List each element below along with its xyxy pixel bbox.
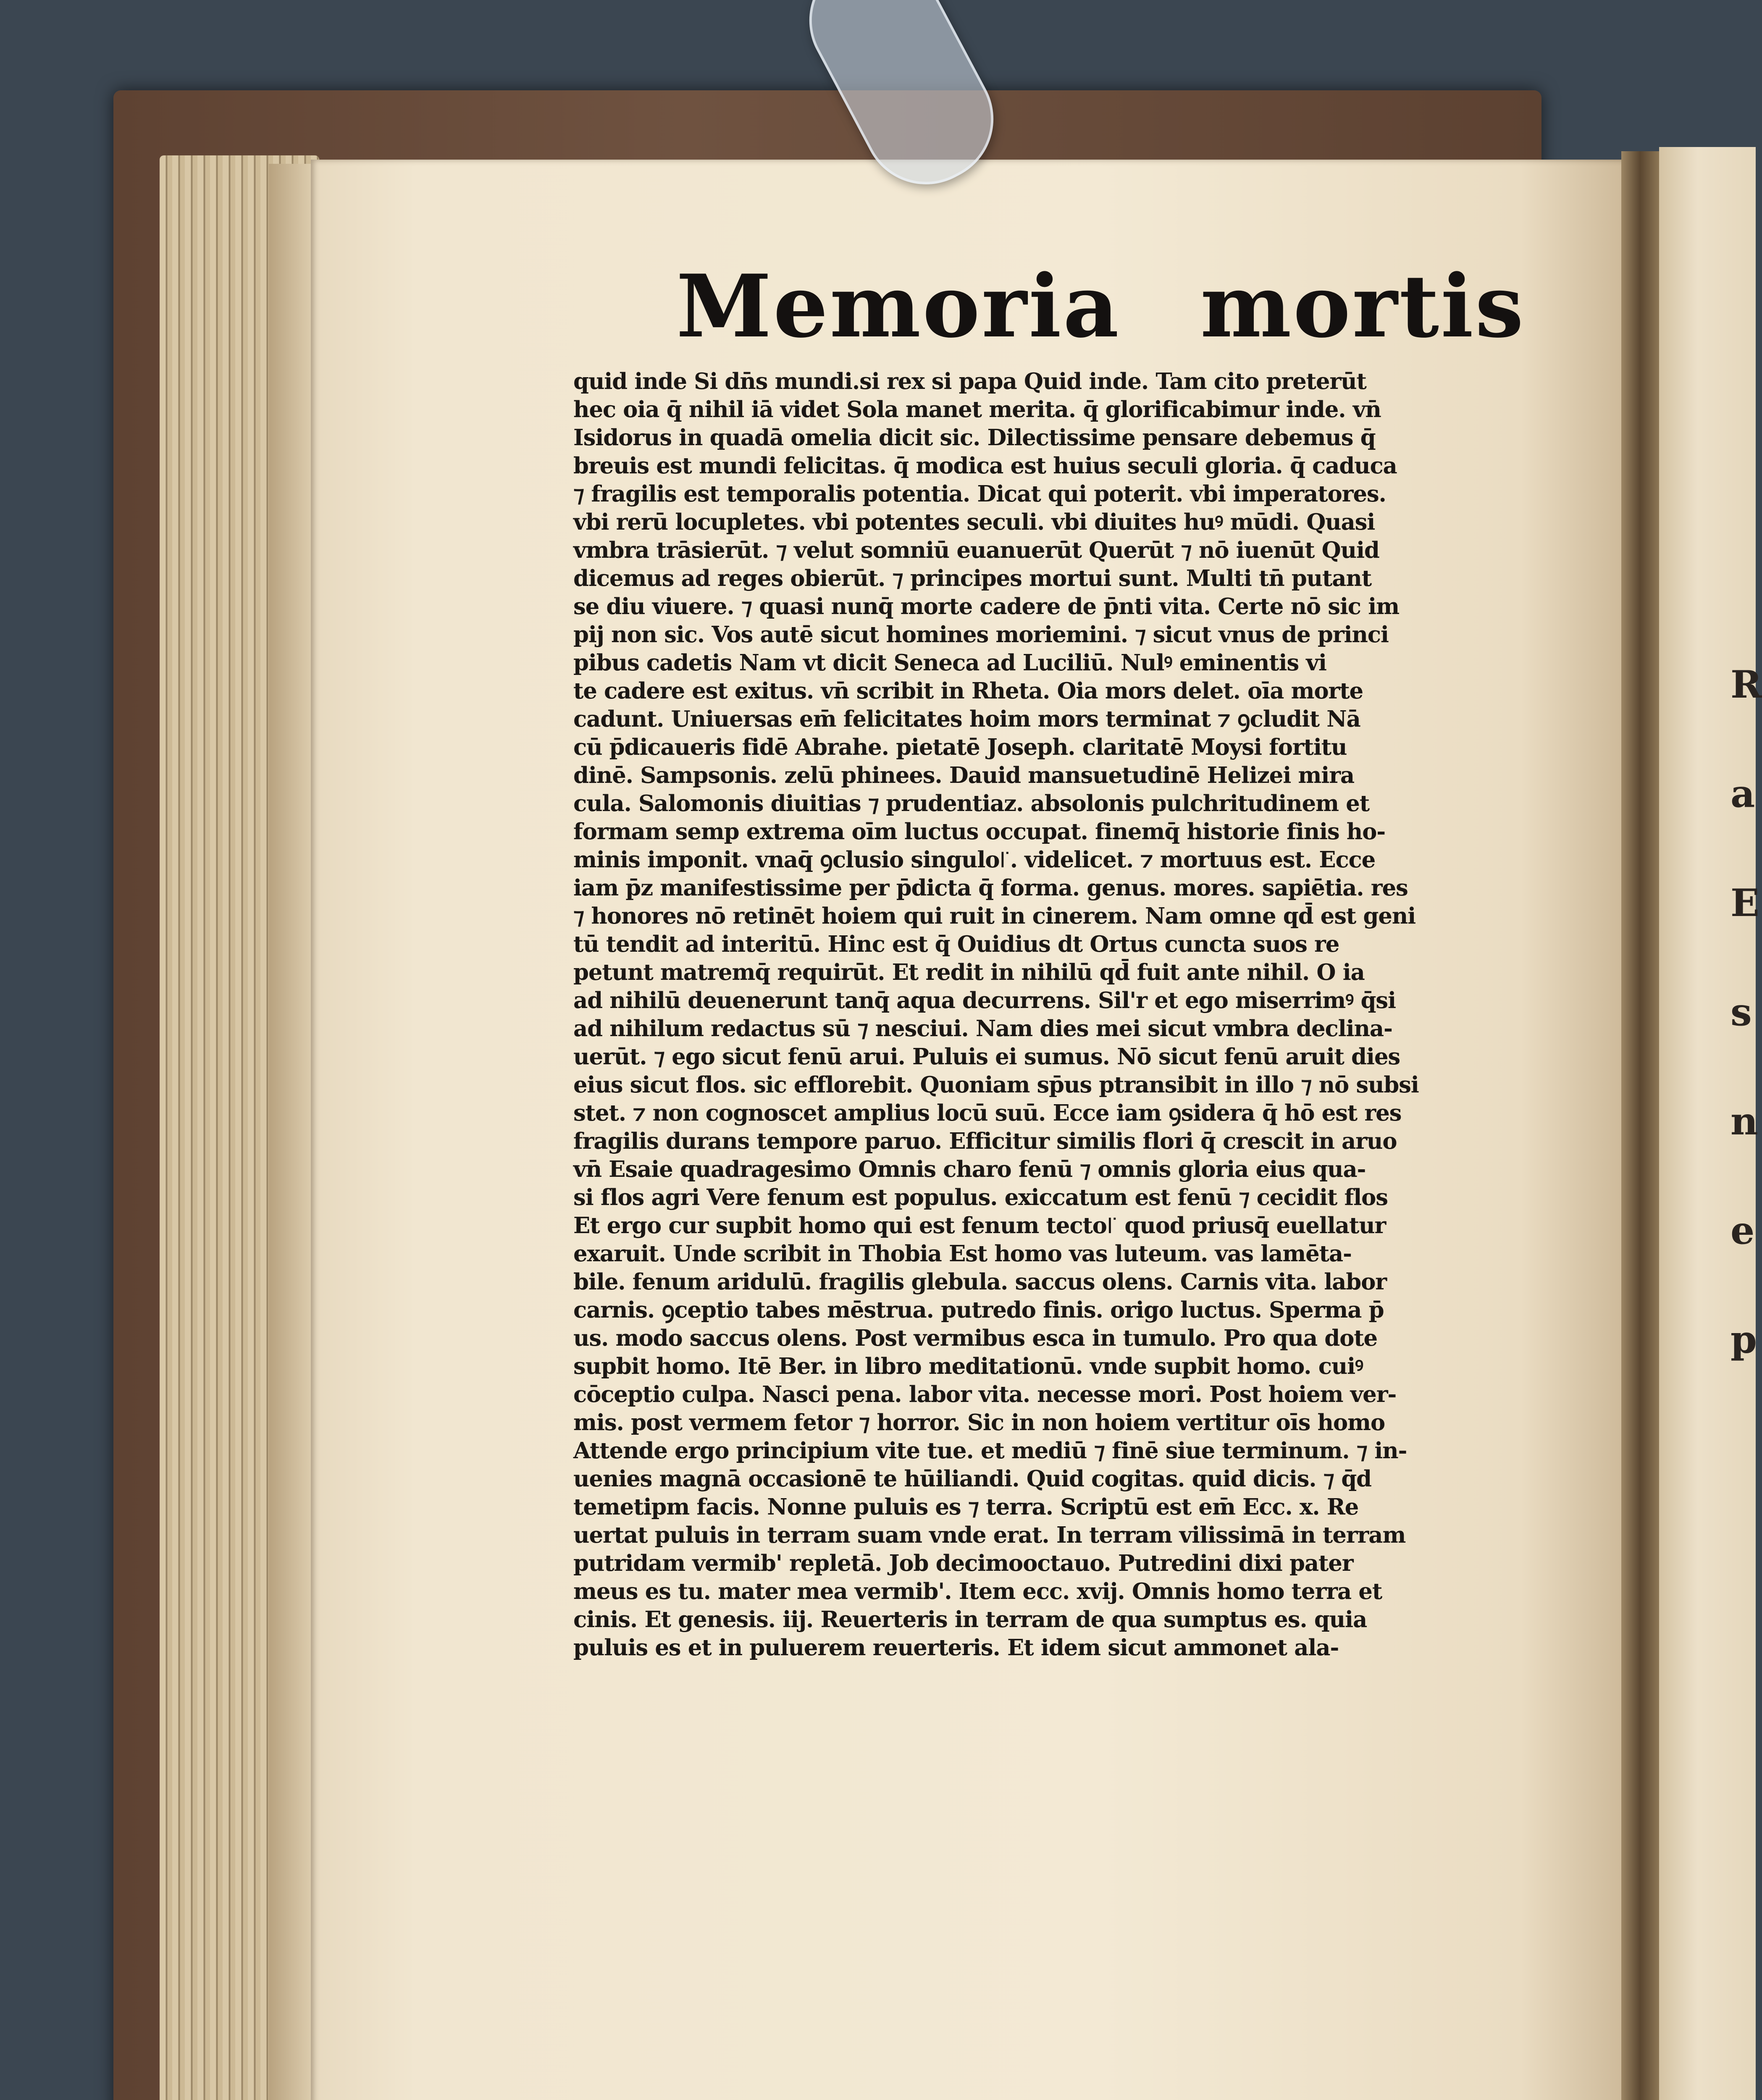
text-line: cinis. Et genesis. iij. Reuerteris in terram de qua sumptus es. quia	[573, 1606, 1367, 1633]
text-line: te cadere est exitus. vn̄ scribit in Rheta. Oia mors delet. oīa morte	[573, 678, 1363, 704]
text-line: Attende ergo principium vite tue. et mediū ⁊ finē siue terminum. ⁊ in-	[573, 1438, 1407, 1464]
text-line: Isidorus in quadā omelia dicit sic. Dilectissime pensare debemus q̄	[573, 425, 1376, 451]
text-line: cadunt. Uniuersas em̄ felicitates hoim mors terminat ⁊ ꝯcludit Nā	[573, 706, 1360, 732]
text-line: dicemus ad reges obierūt. ⁊ principes mortui sunt. Multi tn̄ putant	[573, 565, 1372, 591]
text-line: uertat puluis in terram suam vnde erat. In terram vilissimā in terram	[573, 1522, 1406, 1548]
text-line: temetipm facis. Nonne puluis es ⁊ terra. Scriptū est em̄ Ecc. x. Re	[573, 1494, 1359, 1520]
right-page-fragment: a	[1730, 772, 1755, 816]
right-page-fragment: E	[1730, 881, 1759, 925]
right-page-text-fragments	[1730, 630, 1762, 1722]
text-line: ⁊ fragilis est temporalis potentia. Dicat qui poterit. vbi imperatores.	[573, 481, 1386, 507]
text-line: puluis es et in puluerem reuerteris. Et idem sicut ammonet ala-	[573, 1635, 1339, 1661]
text-line: breuis est mundi felicitas. q̄ modica est huius seculi gloria. q̄ caduca	[573, 453, 1397, 479]
text-line: pij non sic. Vos autē sicut homines moriemini. ⁊ sicut vnus de princi	[573, 622, 1389, 648]
text-line: hec oia q̄ nihil iā videt Sola manet merita. q̄ glorificabimur inde. vn̄	[573, 396, 1381, 423]
text-line: ⁊ honores nō retinēt hoiem qui ruit in cinerem. Nam omne qd̄ est geni	[573, 903, 1416, 929]
text-line: iam p̄z manifestissime per p̄dicta q̄ forma. genus. mores. sapiētia. res	[573, 875, 1408, 901]
heading-word-mortis: mortis	[1200, 256, 1526, 357]
text-line: bile. fenum aridulū. fragilis glebula. saccus olens. Carnis vita. labor	[573, 1269, 1387, 1295]
text-line: putridam vermib' repletā. Job decimooctauo. Putredini dixi pater	[573, 1550, 1353, 1576]
text-line: ad nihilum redactus sū ⁊ nesciui. Nam dies mei sicut vmbra declina-	[573, 1016, 1392, 1042]
text-line: cū p̄dicaueris fidē Abrahe. pietatē Joseph. claritatē Moysi fortitu	[573, 734, 1347, 760]
text-line: petunt matremq̄ requirūt. Et redit in nihilū qd̄ fuit ante nihil. O ia	[573, 959, 1365, 985]
right-page-fragment: e	[1730, 1208, 1755, 1253]
text-line: carnis. ꝯceptio tabes mēstrua. putredo finis. origo luctus. Sperma p̄	[573, 1297, 1384, 1323]
text-line: exaruit. Unde scribit in Thobia Est homo vas luteum. vas lamēta-	[573, 1241, 1352, 1267]
text-line: mis. post vermem fetor ⁊ horror. Sic in non hoiem vertitur oīs homo	[573, 1410, 1385, 1436]
text-line: si flos agri Vere fenum est populus. exiccatum est fenū ⁊ cecidit flos	[573, 1184, 1388, 1210]
text-line: ad nihilū deuenerunt tanq̄ aqua decurrens. Sil'r et ego miserrimꝰ q̄si	[573, 987, 1396, 1013]
text-line: se diu viuere. ⁊ quasi nunq̄ morte cadere de p̄nti vita. Certe nō sic im	[573, 593, 1399, 620]
text-line: cōceptio culpa. Nasci pena. labor vita. necesse mori. Post hoiem ver-	[573, 1381, 1397, 1407]
right-page-fragment: n	[1730, 1099, 1758, 1144]
right-page-fragment: R	[1730, 662, 1762, 707]
text-line: fragilis durans tempore paruo. Efficitur similis flori q̄ crescit in aruo	[573, 1128, 1397, 1154]
text-line: vn̄ Esaie quadragesimo Omnis charo fenū ⁊ omnis gloria eius qua-	[573, 1156, 1366, 1182]
text-line: meus es tu. mater mea vermib'. Item ecc. xvij. Omnis homo terra et	[573, 1578, 1382, 1604]
heading-word-memoria: Memoria	[676, 256, 1121, 357]
text-line: supbit homo. Itē Ber. in libro meditationū. vnde supbit homo. cuiꝰ	[573, 1353, 1363, 1379]
text-line: minis imponit. vnaq̄ ꝯclusio singulo꜍. videlicet. ⁊ mortuus est. Ecce	[573, 847, 1376, 873]
text-line: formam semp extrema oīm luctus occupat. finemq̄ historie finis ho-	[573, 819, 1386, 845]
page-heading	[676, 252, 1526, 361]
text-line: quid inde Si dn̄s mundi.si rex si papa Quid inde. Tam cito preterūt	[573, 368, 1366, 394]
text-line: eius sicut flos. sic efflorebit. Quoniam sp̄us ptransibit in illo ⁊ nō subsi	[573, 1072, 1419, 1098]
text-block	[573, 368, 1455, 1662]
text-line: uenies magnā occasionē te hūiliandi. Quid cogitas. quid dicis. ⁊ q̄d	[573, 1466, 1371, 1492]
text-line: cula. Salomonis diuitias ⁊ prudentiaz. absolonis pulchritudinem et	[573, 790, 1369, 816]
text-line: vbi rerū locupletes. vbi potentes seculi. vbi diuites huꝰ mūdi. Quasi	[573, 509, 1375, 535]
text-line: dinē. Sampsonis. zelū phinees. Dauid mansuetudinē Helizei mira	[573, 762, 1355, 788]
text-line: uerūt. ⁊ ego sicut fenū arui. Puluis ei sumus. Nō sicut fenū aruit dies	[573, 1044, 1400, 1070]
text-line: vmbra trāsierūt. ⁊ velut somniū euanuerūt Querūt ⁊ nō iuenūt Quid	[573, 537, 1379, 563]
right-page-fragment: p	[1730, 1318, 1757, 1362]
text-line: tū tendit ad interitū. Hinc est q̄ Ouidius dt Ortus cuncta suos re	[573, 931, 1339, 957]
right-page-fragment: s	[1730, 990, 1752, 1034]
text-line: Et ergo cur supbit homo qui est fenum tecto꜍ quod priusq̄ euellatur	[573, 1213, 1386, 1239]
text-line: pibus cadetis Nam vt dicit Seneca ad Luciliū. Nulꝰ eminentis vi	[573, 650, 1326, 676]
book-gutter	[1621, 151, 1659, 2100]
text-line: stet. ⁊ non cognoscet amplius locū suū. Ecce iam ꝯsidera q̄ hō est res	[573, 1100, 1402, 1126]
text-line: us. modo saccus olens. Post vermibus esca in tumulo. Pro qua dote	[573, 1325, 1378, 1351]
